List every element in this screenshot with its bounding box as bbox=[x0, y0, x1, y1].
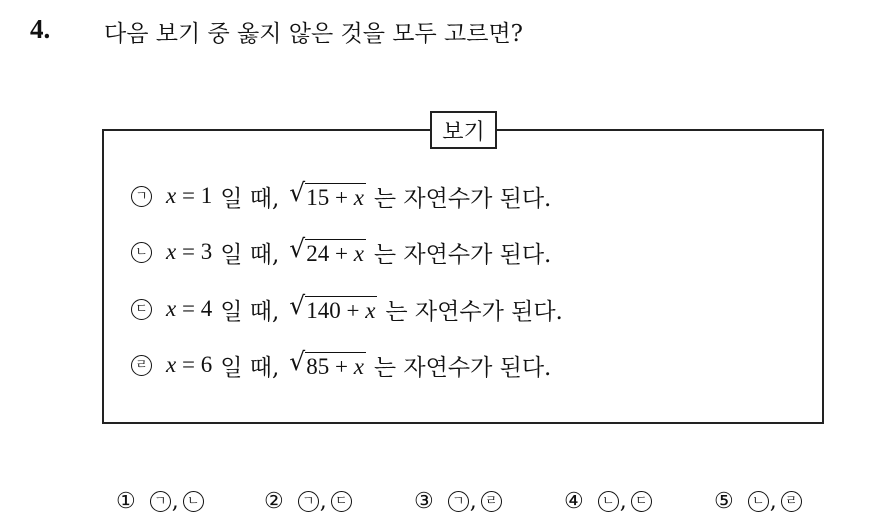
square-root-expression bbox=[289, 346, 366, 382]
choice-marker: ㄹ bbox=[481, 491, 502, 512]
statement-phrase: 일 때, bbox=[220, 241, 280, 268]
choice-marker: ㄴ bbox=[748, 491, 769, 512]
choice-marker: ㄷ bbox=[331, 491, 352, 512]
statement-3 bbox=[131, 291, 563, 327]
choice-number: ② bbox=[264, 489, 284, 514]
radical-sign-icon: √ bbox=[289, 290, 306, 320]
radicand: 15 + x bbox=[305, 183, 366, 213]
choice-marker: ㄱ bbox=[298, 491, 319, 512]
statement-2 bbox=[131, 234, 551, 270]
statement-marker: ㄱ bbox=[131, 186, 152, 207]
choice-number: ④ bbox=[564, 489, 584, 514]
choice-number: ⑤ bbox=[714, 489, 734, 514]
statement-condition: x = 1 bbox=[166, 183, 213, 208]
square-root-expression bbox=[289, 177, 366, 213]
bogi-title: 보기 bbox=[430, 111, 497, 149]
answer-choices bbox=[0, 489, 884, 517]
choice-marker: ㄴ bbox=[183, 491, 204, 512]
statement-condition: x = 6 bbox=[166, 352, 213, 377]
statement-phrase: 일 때, bbox=[220, 354, 280, 381]
choice-marker: ㄹ bbox=[781, 491, 802, 512]
statement-condition: x = 3 bbox=[166, 239, 213, 264]
statement-tail: 는 자연수가 된다. bbox=[373, 354, 552, 381]
question-number: 4. bbox=[30, 14, 51, 44]
statement-1 bbox=[131, 178, 551, 214]
choice-marker: ㄷ bbox=[631, 491, 652, 512]
statement-phrase: 일 때, bbox=[220, 185, 280, 212]
statement-marker: ㄷ bbox=[131, 299, 152, 320]
radical-sign-icon: √ bbox=[289, 177, 306, 207]
radicand: 140 + x bbox=[305, 296, 377, 326]
choice-marker: ㄱ bbox=[150, 491, 171, 512]
square-root-expression bbox=[289, 233, 366, 269]
statement-tail: 는 자연수가 된다. bbox=[373, 185, 552, 212]
choice-marker: ㄴ bbox=[598, 491, 619, 512]
square-root-expression bbox=[289, 290, 377, 326]
radicand: 85 + x bbox=[305, 352, 366, 382]
choice-3[interactable]: ③ ㄱ , ㄹ bbox=[414, 489, 502, 514]
radicand: 24 + x bbox=[305, 239, 366, 269]
choice-marker: ㄱ bbox=[448, 491, 469, 512]
choice-4[interactable]: ④ ㄴ , ㄷ bbox=[564, 489, 652, 514]
choice-2[interactable]: ② ㄱ , ㄷ bbox=[264, 489, 352, 514]
choice-1[interactable]: ① ㄱ , ㄴ bbox=[116, 489, 204, 514]
question-text: 다음 보기 중 옳지 않은 것을 모두 고르면? bbox=[104, 21, 523, 47]
statement-marker: ㄴ bbox=[131, 242, 152, 263]
statement-tail: 는 자연수가 된다. bbox=[385, 298, 563, 325]
statement-tail: 는 자연수가 된다. bbox=[373, 241, 552, 268]
choice-number: ① bbox=[116, 489, 136, 514]
radical-sign-icon: √ bbox=[289, 346, 306, 376]
choice-5[interactable]: ⑤ ㄴ , ㄹ bbox=[714, 489, 802, 514]
radical-sign-icon: √ bbox=[289, 233, 306, 263]
statement-4 bbox=[131, 347, 551, 383]
statement-marker: ㄹ bbox=[131, 355, 152, 376]
statement-phrase: 일 때, bbox=[220, 298, 280, 325]
choice-number: ③ bbox=[414, 489, 434, 514]
statement-condition: x = 4 bbox=[166, 296, 213, 321]
